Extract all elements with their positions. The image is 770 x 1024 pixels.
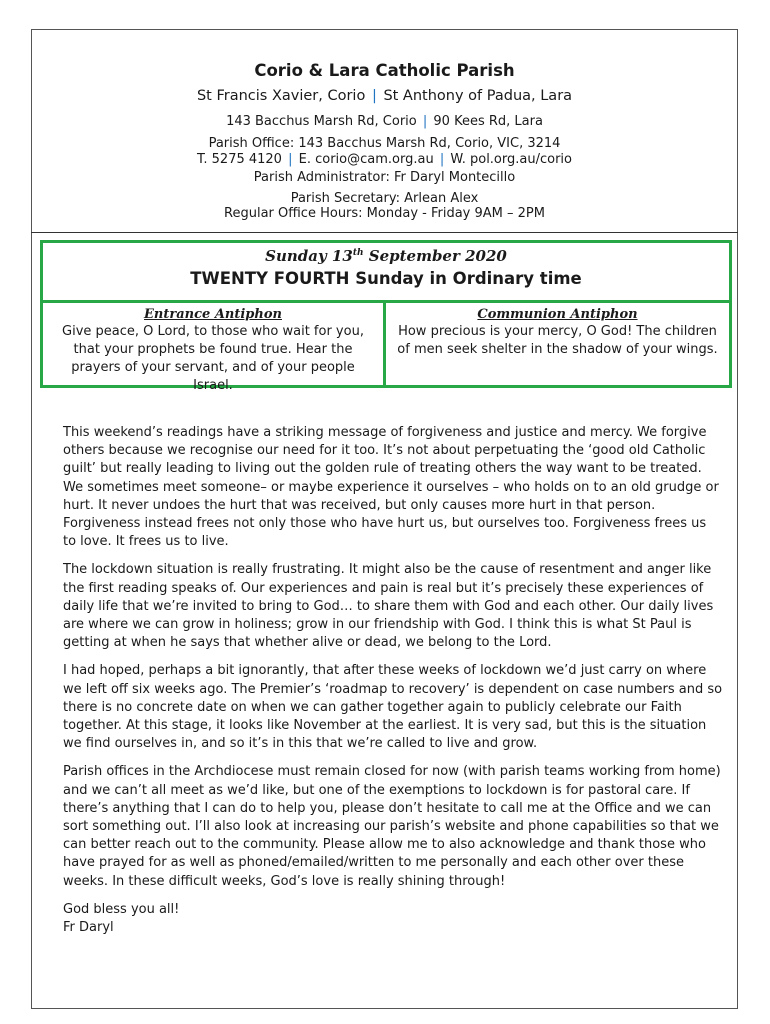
parish-header <box>31 29 738 233</box>
letter-paragraph: I had hoped, perhaps a bit ignorantly, that after these weeks of lockdown we’d just carry on where we left off six weeks ago. The Premier’s ‘roadmap to recovery’ is dependent on case numbers and so there is no concrete date on when we can gather together again to publicly celebrate our Faith together. At this stage, it looks like November at the earliest. It is very sad, but this is the situation we find ourselves in, and so it’s in this that we’re called to live and grow. <box>63 663 723 752</box>
entrance-antiphon <box>43 303 386 393</box>
church-lara: St Anthony of Padua, Lara <box>383 88 573 104</box>
parish-administrator: Parish Administrator: Fr Daryl Montecillo <box>253 170 516 185</box>
date-suffix-sup: th <box>352 248 364 258</box>
date-month-year: September 2020 <box>363 247 507 265</box>
letter-signature: Fr Daryl <box>63 920 114 936</box>
church-corio: St Francis Xavier, Corio <box>196 88 366 104</box>
letter-paragraph: The lockdown situation is really frustrating. It might also be the cause of resentment and anger like the first reading speaks of. Our experiences and pain is real but it’s precisely these experiences of daily life that we’re invited to bring to God… to share them with God and each other. Our daily lives are where we can grow in holiness; grow in our friendship with God. I think this is what St Paul is getting at when he says that whether alive or dead, we belong to the Lord. <box>63 562 714 651</box>
entrance-antiphon-heading: Entrance Antiphon <box>144 307 282 322</box>
address-lara: 90 Kees Rd, Lara <box>433 114 543 129</box>
letter-paragraph: Parish offices in the Archdiocese must remain closed for now (with parish teams working from home) and we can’t all meet as we’d like, but one of the exemptions to lockdown is for pastoral care. If there’s anything that I can do to help you, please don’t hesitate to call me at the Office and we can sort something out. I’ll also look at increasing our parish’s website and phone capabilities so that we can better reach out to the community. Please allow me to also acknowledge and thank those who have prayed for as well as phoned/emailed/written to me personally and each other over these weeks. In these difficult weeks, God’s love is really shining through! <box>63 764 721 889</box>
sunday-box <box>40 240 732 393</box>
sunday-date <box>43 247 729 265</box>
letter-paragraph: This weekend’s readings have a striking message of forgiveness and justice and mercy. We forgive others because we recognise our need for it too. It’s not about perpetuating the ‘good old Catholic guilt’ but really leading to living out the golden rule of treating others the way want to be treated. We sometimes meet someone– or maybe experience it ourselves – who holds on to an old grudge or hurt. It never undoes the hurt that was received, but only causes more hurt in that person. Forgiveness instead frees not only those who have hurt us, but ourselves too. Forgiveness frees us to love. It frees us to live. <box>63 425 719 550</box>
separator: | <box>422 114 428 129</box>
communion-antiphon-heading: Communion Antiphon <box>477 307 638 322</box>
parish-office: Parish Office: 143 Bacchus Marsh Rd, Corio, VIC, 3214 <box>208 136 561 151</box>
sunday-title: TWENTY FOURTH Sunday in Ordinary time <box>190 269 582 288</box>
parish-secretary: Parish Secretary: Arlean Alex <box>290 191 479 206</box>
separator: | <box>439 152 445 167</box>
email-link[interactable]: E. corio@cam.org.au <box>298 152 434 167</box>
entrance-antiphon-text: Give peace, O Lord, to those who wait for you, that your prophets be found true. Hear the prayers of your servant, and of your people Israel. <box>62 324 364 393</box>
parish-contacts <box>31 151 738 168</box>
letter-closing: God bless you all! <box>63 901 180 917</box>
antiphon-row <box>43 300 729 393</box>
address-corio: 143 Bacchus Marsh Rd, Corio <box>226 114 417 129</box>
parish-addresses <box>31 113 738 130</box>
communion-antiphon-text: How precious is your mercy, O God! The children of men seek shelter in the shadow of your wings. <box>397 324 718 357</box>
separator: | <box>371 88 377 104</box>
date-prefix: Sunday 13 <box>265 247 353 265</box>
website-link[interactable]: W. pol.org.au/corio <box>450 152 572 167</box>
separator: | <box>288 152 293 167</box>
parish-churches <box>31 88 738 105</box>
communion-antiphon <box>386 303 729 385</box>
pastor-letter <box>63 424 723 937</box>
phone: T. 5275 4120 <box>196 152 282 167</box>
office-hours: Regular Office Hours: Monday - Friday 9AM – 2PM <box>224 206 545 221</box>
parish-title: Corio & Lara Catholic Parish <box>254 61 515 80</box>
